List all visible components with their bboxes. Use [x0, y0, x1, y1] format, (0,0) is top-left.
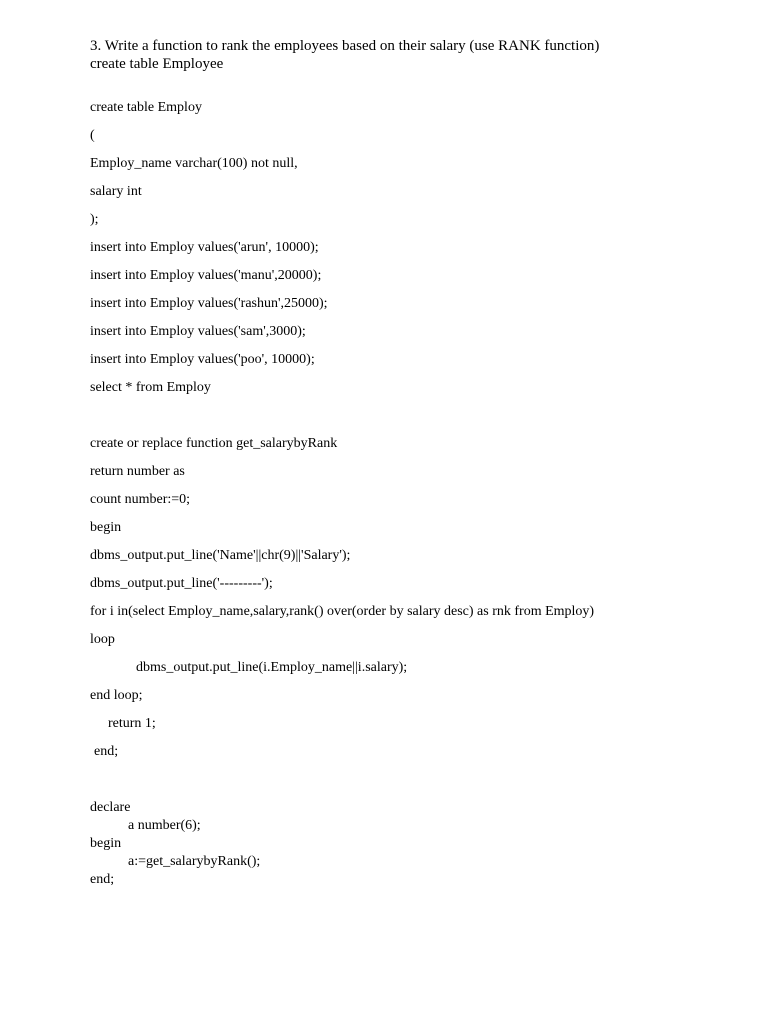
code-line: end loop;: [90, 688, 143, 703]
code-line: end;: [94, 744, 119, 759]
code-line: a:=get_salarybyRank();: [128, 854, 261, 869]
code-line: for i in(select Employ_name,salary,rank() over(order by salary desc) as rnk from Employ): [90, 604, 595, 619]
code-line: begin: [90, 520, 122, 535]
code-line: a number(6);: [128, 818, 201, 833]
code-line: end;: [90, 872, 115, 887]
code-line: );: [90, 212, 99, 227]
code-line: return 1;: [108, 716, 156, 731]
question-title: 3. Write a function to rank the employees based on their salary (use RANK function): [90, 38, 600, 54]
code-line: insert into Employ values('manu',20000);: [90, 268, 322, 283]
code-line: salary int: [90, 184, 142, 199]
code-line: create table Employ: [90, 100, 202, 115]
code-line: loop: [90, 632, 115, 647]
code-line: select * from Employ: [90, 380, 211, 395]
code-line: Employ_name varchar(100) not null,: [90, 156, 298, 171]
code-line: dbms_output.put_line('---------');: [90, 576, 273, 591]
code-line: return number as: [90, 464, 185, 479]
code-line: (: [90, 128, 95, 143]
code-line: create or replace function get_salarybyRank: [90, 436, 338, 451]
code-line: dbms_output.put_line('Name'||chr(9)||'Salary');: [90, 548, 351, 563]
code-line: declare: [90, 800, 131, 815]
code-line: insert into Employ values('rashun',25000);: [90, 296, 328, 311]
question-subtitle: create table Employee: [90, 56, 224, 72]
code-line: insert into Employ values('poo', 10000);: [90, 352, 315, 367]
code-line: insert into Employ values('arun', 10000);: [90, 240, 319, 255]
code-line: count number:=0;: [90, 492, 191, 507]
code-line: begin: [90, 836, 122, 851]
code-line: dbms_output.put_line(i.Employ_name||i.salary);: [136, 660, 408, 675]
code-line: insert into Employ values('sam',3000);: [90, 324, 306, 339]
